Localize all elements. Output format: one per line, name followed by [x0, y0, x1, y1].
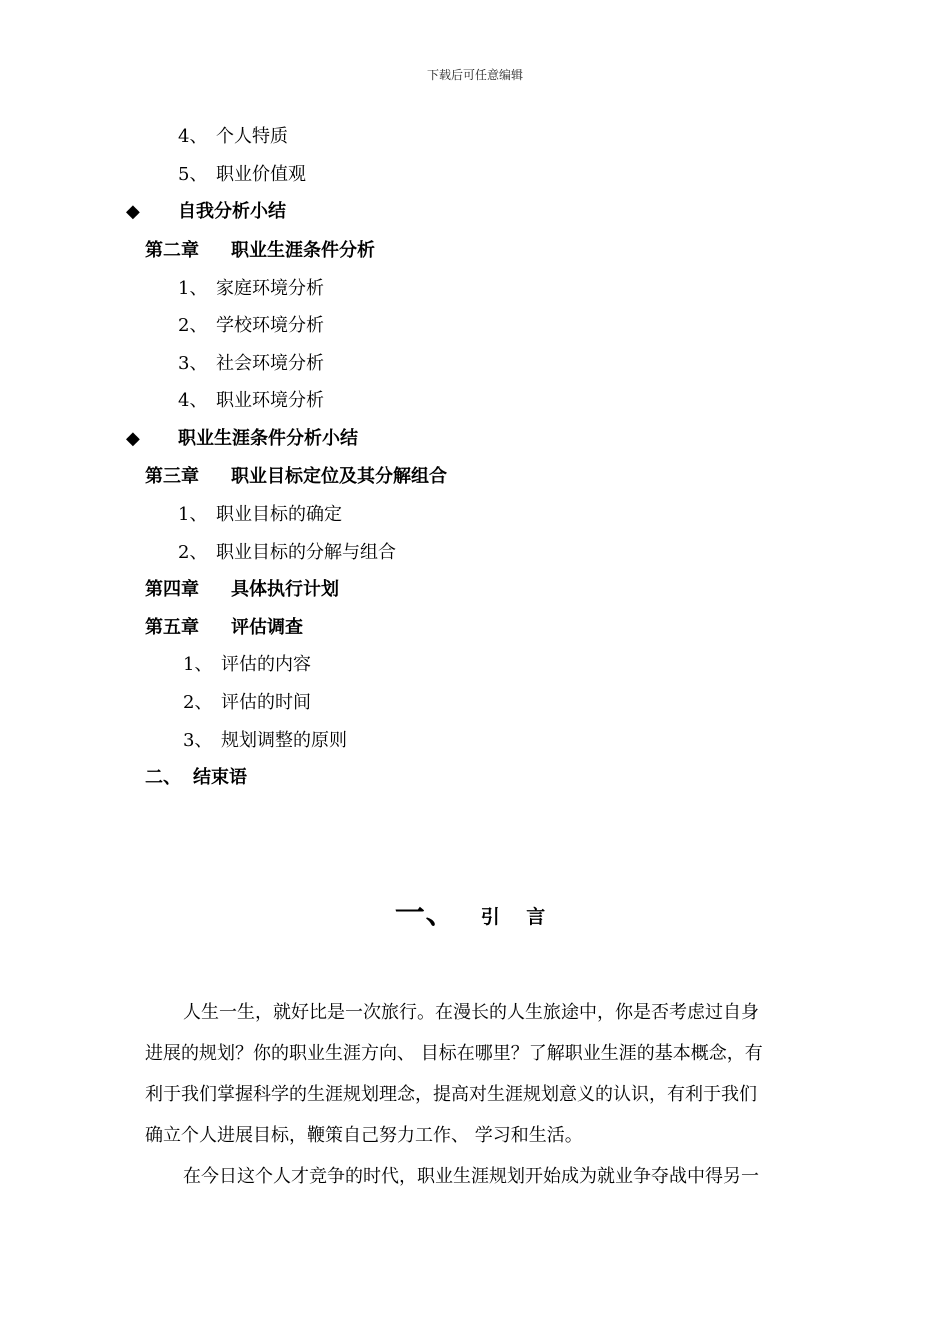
toc-number: 1、	[178, 504, 208, 525]
section-title: 引 言	[480, 906, 556, 928]
toc-number: 2、	[178, 542, 208, 563]
toc-number: 2、	[183, 692, 213, 713]
toc-row-chapter	[145, 465, 447, 489]
toc-text: 社会环境分析	[216, 353, 324, 374]
paragraph-2	[145, 1156, 807, 1197]
toc-number: 1、	[183, 654, 213, 675]
toc-text: 评估的时间	[221, 692, 311, 713]
diamond-bullet-icon: ◆	[126, 201, 140, 222]
toc-number: 二、	[145, 767, 181, 788]
toc-row-item	[183, 729, 347, 753]
chapter-label: 第二章	[145, 240, 199, 261]
toc-row-item	[178, 314, 324, 338]
toc-row-item	[178, 541, 396, 565]
toc-number: 4、	[178, 126, 208, 147]
toc-number: 3、	[178, 353, 208, 374]
chapter-label: 第四章	[145, 579, 199, 600]
toc-row-item	[178, 125, 288, 149]
toc-number: 3、	[183, 730, 213, 751]
page-header: 下载后可任意编辑	[426, 68, 523, 82]
chapter-label: 第三章	[145, 466, 199, 487]
toc-text: 评估的内容	[221, 654, 311, 675]
toc-text: 职业目标的分解与组合	[216, 542, 396, 563]
toc-text: 职业环境分析	[216, 390, 324, 411]
diamond-bullet-icon: ◆	[126, 428, 140, 449]
toc-text: 具体执行计划	[231, 579, 339, 600]
toc-row-item	[178, 277, 324, 301]
toc-text: 规划调整的原则	[221, 730, 347, 751]
paragraph-line: 进展的规划？你的职业生涯方向、 目标在哪里？了解职业生涯的基本概念，有	[145, 1043, 763, 1064]
toc-row-chapter	[145, 578, 339, 602]
toc-row-item	[183, 653, 311, 677]
section-heading	[0, 888, 950, 932]
paragraph-line: 人生一生，就好比是一次旅行。在漫长的人生旅途中，你是否考虑过自身	[183, 1002, 759, 1023]
section-number: 一、	[394, 896, 457, 931]
toc-text: 职业目标定位及其分解组合	[231, 466, 447, 487]
toc-text: 个人特质	[216, 126, 288, 147]
toc-row-chapter	[145, 239, 375, 263]
toc-row-item	[178, 503, 342, 527]
toc-row-item	[183, 691, 311, 715]
paragraph-1	[145, 992, 807, 1156]
toc-number: 1、	[178, 278, 208, 299]
toc-text: 学校环境分析	[216, 315, 324, 336]
toc-text: 职业生涯条件分析	[231, 240, 375, 261]
toc-row-cn	[145, 766, 247, 790]
toc-number: 2、	[178, 315, 208, 336]
toc-text: 职业生涯条件分析小结	[178, 428, 358, 449]
toc-row-summary	[126, 427, 358, 451]
toc-number: 4、	[178, 390, 208, 411]
paragraph-line: 利于我们掌握科学的生涯规划理念，提高对生涯规划意义的认识，有利于我们	[145, 1084, 757, 1105]
toc-number: 5、	[178, 164, 208, 185]
toc-row-summary	[126, 200, 286, 224]
toc-row-item	[178, 389, 324, 413]
paragraph-line: 确立个人进展目标，鞭策自己努力工作、 学习和生活。	[145, 1125, 583, 1146]
toc-text: 结束语	[193, 767, 247, 788]
toc-text: 职业价值观	[216, 164, 306, 185]
toc-row-item	[178, 352, 324, 376]
chapter-label: 第五章	[145, 617, 199, 638]
toc-row-chapter	[145, 616, 303, 640]
toc-row-item	[178, 163, 306, 187]
toc-text: 自我分析小结	[178, 201, 286, 222]
paragraph-line: 在今日这个人才竞争的时代，职业生涯规划开始成为就业争夺战中得另一	[183, 1166, 759, 1187]
toc-text: 家庭环境分析	[216, 278, 324, 299]
toc-text: 职业目标的确定	[216, 504, 342, 525]
toc-text: 评估调查	[231, 617, 303, 638]
